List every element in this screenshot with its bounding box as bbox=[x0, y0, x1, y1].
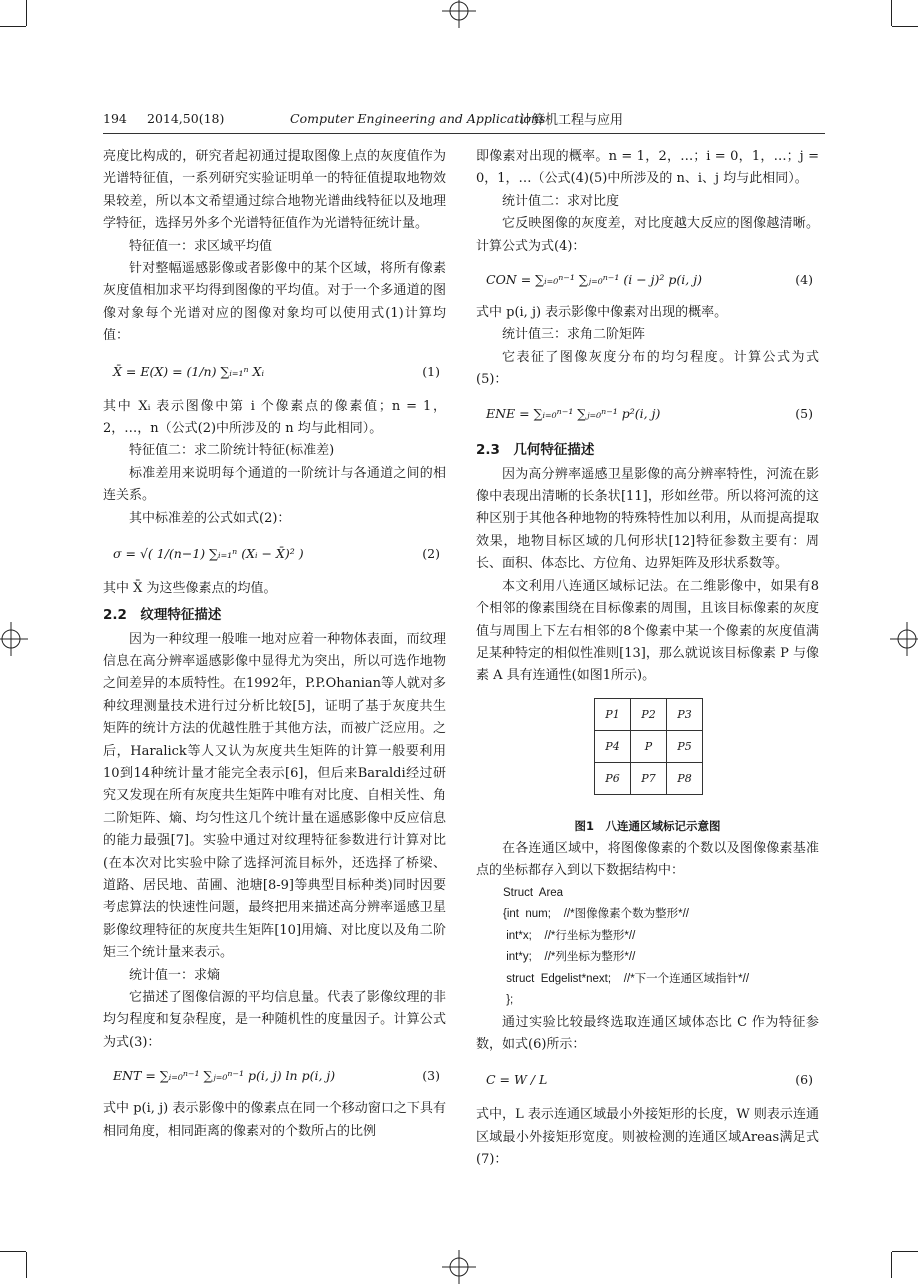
feature-heading: 统计值一：求熵 bbox=[129, 967, 221, 983]
section-heading: 2.2 纹理特征描述 bbox=[103, 606, 222, 623]
equation-body: ENT = ∑ᵢ₌₀ⁿ⁻¹ ∑ⱼ₌₀ⁿ⁻¹ p(i, j) ln p(i, j) bbox=[113, 1068, 336, 1084]
crop-mark bbox=[26, 1252, 27, 1278]
eight-connectivity-grid bbox=[594, 698, 703, 795]
grid-cell: P8 bbox=[667, 762, 703, 794]
paragraph: 标准差用来说明每个通道的一阶统计与各通道之间的相连关系。 bbox=[103, 465, 446, 504]
paragraph: 其中标准差的公式如式(2)： bbox=[129, 510, 291, 526]
grid-cell: P7 bbox=[631, 762, 667, 794]
paragraph: 式中 p(i, j) 表示影像中的像素点在同一个移动窗口之下具有相同角度，相同距离的像素对的个数所占的比例 bbox=[103, 1101, 446, 1139]
crop-mark bbox=[26, 0, 27, 26]
paragraph: 针对整幅遥感影像或者影像中的某个区域，将所有像素灰度值相加求平均得到图像的平均值。对于一个多通道的图像对象每个光谱对应的图像对象均可以使用式(1)计算均值： bbox=[103, 261, 446, 344]
paragraph: 式中 p(i, j) 表示影像中像素对出现的概率。 bbox=[476, 305, 728, 321]
equation-number: (4) bbox=[795, 272, 813, 288]
section-heading: 2.3 几何特征描述 bbox=[476, 441, 595, 458]
equation-body: C = W / L bbox=[486, 1072, 548, 1088]
code-line: struct Edgelist*next; //*下一个连通区域指针*// bbox=[503, 972, 750, 985]
feature-heading: 统计值三：求角二阶矩阵 bbox=[502, 327, 646, 343]
paragraph: 它描述了图像信源的平均信息量。代表了影像纹理的非均匀程度和复杂程度，是一种随机性的度量因子。计算公式为式(3)： bbox=[103, 990, 446, 1050]
registration-mark-icon bbox=[0, 622, 28, 656]
feature-heading: 统计值二：求对比度 bbox=[502, 193, 620, 209]
paragraph: 本文利用八连通区域标记法。在二维影像中，如果有8个相邻的像素围绕在目标像素的周围，且该目标像素的灰度值与周围上下左右相邻的8个像素中某一个像素的灰度值满足某种特定的相似性准则[13]，那么就说该目标像素 P 与像素 A 具有连通性(如图1所示)。 bbox=[476, 578, 819, 684]
right-column bbox=[476, 146, 819, 1172]
journal-name-chinese: 计算机工程与应用 bbox=[519, 113, 624, 128]
paragraph: 其中 X̄ 为这些像素点的均值。 bbox=[103, 581, 277, 597]
code-line: {int num; //*图像像素个数为整形*// bbox=[503, 908, 689, 921]
paragraph: 因为一种纹理一般唯一地对应着一种物体表面，而纹理信息在高分辨率遥感影像中显得尤为突出，所以可选作地物之间差异的本质特性。在1992年，P.P.Ohanian等人就对多种纹理测量技术进行过分析比较[5]，证明了基于灰度共生矩阵的统计方法的优越性胜于其他方法，而被广泛应用。之后，Haralick等人又认为灰度共生矩阵的计算一般要利用10到14种统计量才能完全表示[6]，但后来Baraldi经过研究又发现在所有灰度共生矩阵中唯有对比度、自相关性、角二阶矩阵、熵、均匀性这几个统计量在遥感影像中反应信息的能力最强[7]。实验中通过对纹理特征参数进行计算对比(在本次对比实验中除了选择河流目标外，还选择了桥梁、道路、居民地、苗圃、池塘[8-9]等典型目标种类)同时因要考虑算法的快速性问题，最终把用来描述高分辨率遥感卫星影像纹理特征的灰度共生矩阵[10]用熵、对比度以及角二阶矩三个统计量来表示。 bbox=[103, 631, 447, 961]
equation-number: (1) bbox=[422, 363, 440, 379]
left-column bbox=[103, 146, 446, 1143]
feature-heading: 特征值二：求二阶统计特征(标准差) bbox=[129, 443, 335, 459]
paragraph: 通过实验比较最终选取连通区域体态比 C 作为特征参数，如式(6)所示： bbox=[476, 1014, 819, 1052]
paragraph: 它表征了图像灰度分布的均匀程度。计算公式为式(5)： bbox=[476, 349, 819, 388]
crop-mark bbox=[0, 26, 26, 27]
equation-number: (6) bbox=[795, 1072, 813, 1088]
registration-mark-icon bbox=[442, 0, 476, 28]
grid-cell: P2 bbox=[631, 698, 667, 730]
code-line: Struct Area bbox=[503, 886, 564, 899]
crop-mark bbox=[891, 0, 892, 26]
grid-cell: P bbox=[631, 730, 667, 762]
paragraph: 式中，L 表示连通区域最小外接矩形的长度，W 则表示连通区域最小外接矩形宽度。则被检测的连通区域Areas满足式(7)： bbox=[476, 1107, 819, 1168]
figure-1 bbox=[476, 688, 819, 838]
equation-body: σ = √( 1/(n−1) ∑ᵢ₌₁ⁿ (Xᵢ − X̄)² ) bbox=[113, 546, 304, 562]
grid-cell: P6 bbox=[595, 762, 631, 794]
crop-mark bbox=[892, 1251, 918, 1252]
running-header bbox=[103, 109, 827, 131]
code-block bbox=[476, 883, 819, 1012]
equation-4 bbox=[476, 258, 819, 302]
paragraph: 其中 Xᵢ 表示图像中第 i 个像素点的像素值；n = 1，2，…，n（公式(2)中所涉及的 n 均与此相同）。 bbox=[103, 398, 446, 437]
grid-cell: P4 bbox=[595, 730, 631, 762]
equation-2 bbox=[103, 530, 446, 578]
journal-name-english: Computer Engineering and Applications bbox=[290, 111, 546, 126]
paragraph: 在各连通区域中，将图像像素的个数以及图像像素基准点的坐标都存入到以下数据结构中： bbox=[476, 840, 819, 879]
paragraph: 即像素对出现的概率。n = 1，2，…；i = 0，1，…；j = 0，1，…（公式(4)(5)中所涉及的 n、i、j 均与此相同）。 bbox=[476, 149, 819, 187]
crop-mark bbox=[892, 26, 918, 27]
page-number: 194 bbox=[103, 111, 127, 126]
registration-mark-icon bbox=[890, 622, 918, 656]
code-line: }; bbox=[503, 994, 514, 1007]
crop-mark bbox=[891, 1252, 892, 1278]
equation-number: (5) bbox=[795, 405, 813, 421]
volume-issue: 2014,50(18) bbox=[147, 111, 225, 126]
code-line: int*x; //*行坐标为整形*// bbox=[503, 929, 636, 942]
feature-heading: 特征值一：求区域平均值 bbox=[129, 238, 273, 254]
paragraph: 因为高分辨率遥感卫星影像的高分辨率特性，河流在影像中表现出清晰的长条状[11]，形如丝带。所以将河流的这种区别于其他各种地物的特殊特性加以利用，从而提高提取效果，地物目标区域的几何形状[12]特征参数主要有：周长、面积、体态比、方位角、边界矩阵及形状系数等。 bbox=[476, 466, 819, 572]
code-line: int*y; //*列坐标为整形*// bbox=[503, 951, 636, 964]
equation-3 bbox=[103, 1054, 446, 1098]
equation-body: ENE = ∑ᵢ₌₀ⁿ⁻¹ ∑ⱼ₌₀ⁿ⁻¹ p²(i, j) bbox=[486, 405, 661, 421]
crop-mark bbox=[0, 1251, 26, 1252]
grid-cell: P3 bbox=[667, 698, 703, 730]
grid-cell: P1 bbox=[595, 698, 631, 730]
equation-5 bbox=[476, 392, 819, 436]
paragraph: 亮度比构成的，研究者起初通过提取图像上点的灰度值作为光谱特征值，一系列研究实验证明单一的特征值提取地物效果较差，所以本文希望通过综合地物光谱曲线特征以及地理学特征，选择另外多个光谱特征值作为光谱特征统计量。 bbox=[103, 149, 446, 232]
equation-1 bbox=[103, 348, 446, 396]
figure-caption: 图1 八连通区域标记示意图 bbox=[574, 818, 721, 833]
equation-6 bbox=[476, 1056, 819, 1104]
equation-body: CON = ∑ᵢ₌₀ⁿ⁻¹ ∑ⱼ₌₀ⁿ⁻¹ (i − j)² p(i, j) bbox=[486, 272, 702, 288]
registration-mark-icon bbox=[442, 1250, 476, 1284]
equation-number: (2) bbox=[422, 546, 440, 562]
grid-cell: P5 bbox=[667, 730, 703, 762]
header-rule bbox=[103, 133, 825, 134]
paragraph: 它反映图像的灰度差，对比度越大反应的图像越清晰。计算公式为式(4)： bbox=[476, 216, 819, 254]
equation-body: X̄ = E(X) = (1/n) ∑ᵢ₌₁ⁿ Xᵢ bbox=[113, 363, 264, 379]
equation-number: (3) bbox=[422, 1068, 440, 1084]
